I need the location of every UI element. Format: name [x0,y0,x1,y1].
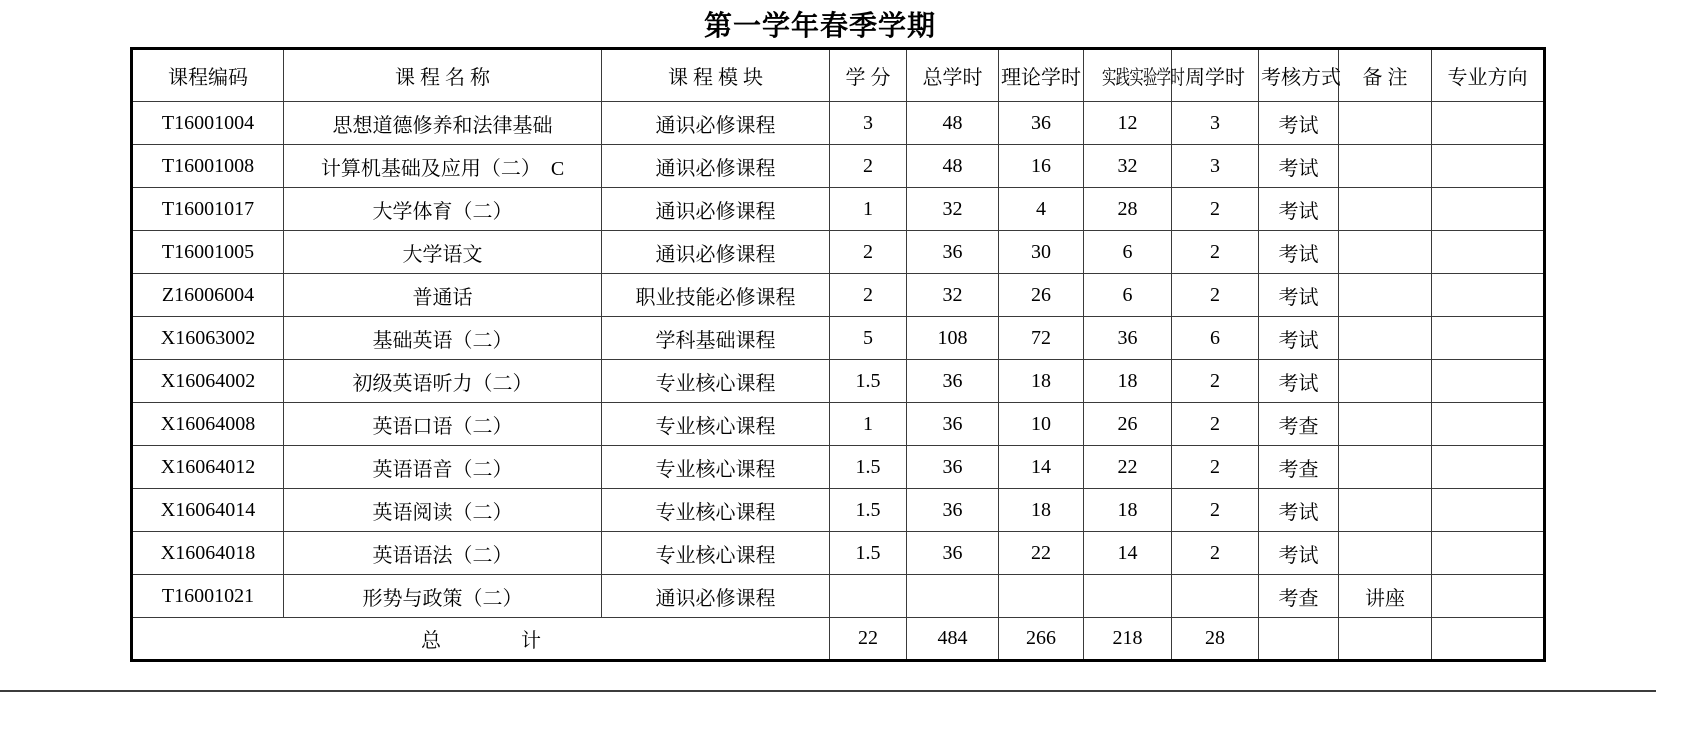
course-practice-hours: 18 [1084,489,1172,532]
header-course-code: 课程编码 [132,49,284,102]
course-theory-hours: 30 [999,231,1084,274]
course-credits: 2 [830,145,907,188]
course-weekly-hours: 2 [1172,532,1259,575]
course-row [132,188,1545,231]
course-row [132,360,1545,403]
course-theory-hours: 16 [999,145,1084,188]
course-practice-hours: 14 [1084,532,1172,575]
course-row [132,575,1545,618]
course-weekly-hours: 6 [1172,317,1259,360]
course-remark [1339,145,1432,188]
course-name: 形势与政策（二） [284,575,602,618]
course-remark [1339,102,1432,145]
header-total-hours: 总学时 [907,49,999,102]
course-row [132,317,1545,360]
header-course-module: 课 程 模 块 [602,49,830,102]
header-remark: 备 注 [1339,49,1432,102]
course-module: 通识必修课程 [602,231,830,274]
course-credits: 5 [830,317,907,360]
course-theory-hours: 14 [999,446,1084,489]
course-name: 初级英语听力（二） [284,360,602,403]
course-row [132,102,1545,145]
course-direction [1432,532,1545,575]
course-credits: 1.5 [830,532,907,575]
total-remark [1339,618,1432,661]
course-weekly-hours: 2 [1172,403,1259,446]
course-total-hours: 108 [907,317,999,360]
course-practice-hours: 6 [1084,231,1172,274]
course-code: T16001004 [132,102,284,145]
total-weekly-hours: 28 [1172,618,1259,661]
course-module: 学科基础课程 [602,317,830,360]
course-code: X16064002 [132,360,284,403]
course-total-hours: 36 [907,403,999,446]
course-total-hours: 36 [907,532,999,575]
course-assessment: 考试 [1259,231,1339,274]
course-direction [1432,188,1545,231]
course-assessment: 考查 [1259,575,1339,618]
course-weekly-hours: 2 [1172,446,1259,489]
course-weekly-hours: 2 [1172,231,1259,274]
total-practice-hours: 218 [1084,618,1172,661]
course-theory-hours: 22 [999,532,1084,575]
course-assessment: 考试 [1259,317,1339,360]
page-title: 第一学年春季学期 [703,11,936,42]
course-practice-hours: 26 [1084,403,1172,446]
course-code: X16064012 [132,446,284,489]
total-credits: 22 [830,618,907,661]
course-total-hours: 36 [907,360,999,403]
course-direction [1432,231,1545,274]
course-code: Z16006004 [132,274,284,317]
course-name: 大学体育（二） [284,188,602,231]
course-weekly-hours: 2 [1172,274,1259,317]
header-practice-hours [1084,49,1185,102]
course-module: 通识必修课程 [602,575,830,618]
course-assessment: 考试 [1259,145,1339,188]
course-credits: 1.5 [830,360,907,403]
course-weekly-hours: 3 [1172,102,1259,145]
header-practice-hours-label: 实践实验学时 [1101,67,1185,89]
course-theory-hours: 10 [999,403,1084,446]
course-row [132,446,1545,489]
course-assessment: 考试 [1259,102,1339,145]
course-assessment: 考试 [1259,532,1339,575]
course-row [132,489,1545,532]
course-remark: 讲座 [1339,575,1432,618]
course-code: T16001021 [132,575,284,618]
course-name: 英语口语（二） [284,403,602,446]
course-total-hours: 36 [907,231,999,274]
course-code: X16064018 [132,532,284,575]
course-credits: 3 [830,102,907,145]
course-credits [830,575,907,618]
course-practice-hours: 22 [1084,446,1172,489]
course-direction [1432,575,1545,618]
total-label: 总 计 [132,618,830,661]
course-name: 英语语音（二） [284,446,602,489]
course-theory-hours: 26 [999,274,1084,317]
course-direction [1432,446,1545,489]
course-code: X16064008 [132,403,284,446]
course-total-hours: 36 [907,446,999,489]
course-credits: 1.5 [830,446,907,489]
course-remark [1339,446,1432,489]
course-code: T16001008 [132,145,284,188]
course-module: 通识必修课程 [602,102,830,145]
header-credits: 学 分 [830,49,907,102]
course-module: 专业核心课程 [602,532,830,575]
course-practice-hours: 18 [1084,360,1172,403]
course-code: X16063002 [132,317,284,360]
course-direction [1432,360,1545,403]
course-name: 思想道德修养和法律基础 [284,102,602,145]
course-name: 基础英语（二） [284,317,602,360]
course-theory-hours: 18 [999,489,1084,532]
course-practice-hours: 36 [1084,317,1172,360]
course-total-hours: 32 [907,188,999,231]
course-assessment: 考试 [1259,489,1339,532]
course-row [132,532,1545,575]
course-module: 专业核心课程 [602,360,830,403]
total-total-hours: 484 [907,618,999,661]
course-direction [1432,489,1545,532]
total-theory-hours: 266 [999,618,1084,661]
course-module: 职业技能必修课程 [602,274,830,317]
course-remark [1339,231,1432,274]
course-theory-hours [999,575,1084,618]
header-row [132,49,1545,102]
header-weekly-hours: 周学时 [1172,49,1259,102]
course-assessment: 考查 [1259,403,1339,446]
course-total-hours [907,575,999,618]
total-direction [1432,618,1545,661]
course-module: 专业核心课程 [602,489,830,532]
course-credits: 1 [830,403,907,446]
course-theory-hours: 4 [999,188,1084,231]
course-remark [1339,317,1432,360]
course-practice-hours [1084,575,1172,618]
course-code: T16001005 [132,231,284,274]
header-major-direction: 专业方向 [1432,49,1545,102]
header-theory-hours: 理论学时 [999,49,1084,102]
course-total-hours: 48 [907,102,999,145]
course-name: 大学语文 [284,231,602,274]
course-weekly-hours: 2 [1172,360,1259,403]
course-practice-hours: 28 [1084,188,1172,231]
course-credits: 1 [830,188,907,231]
header-course-name: 课 程 名 称 [284,49,602,102]
course-weekly-hours: 3 [1172,145,1259,188]
course-weekly-hours: 2 [1172,489,1259,532]
course-module: 专业核心课程 [602,446,830,489]
course-remark [1339,532,1432,575]
course-total-hours: 48 [907,145,999,188]
course-total-hours: 36 [907,489,999,532]
course-direction [1432,274,1545,317]
course-remark [1339,489,1432,532]
course-assessment: 考试 [1259,274,1339,317]
course-table [130,47,1546,662]
course-name: 计算机基础及应用（二） C [284,145,602,188]
course-name: 英语阅读（二） [284,489,602,532]
course-direction [1432,102,1545,145]
course-direction [1432,317,1545,360]
course-theory-hours: 18 [999,360,1084,403]
page-bottom-edge [0,690,1656,692]
course-module: 专业核心课程 [602,403,830,446]
course-practice-hours: 32 [1084,145,1172,188]
course-direction [1432,145,1545,188]
course-row [132,231,1545,274]
course-row [132,145,1545,188]
course-assessment: 考试 [1259,188,1339,231]
header-assessment: 考核方式 [1259,49,1339,102]
course-theory-hours: 72 [999,317,1084,360]
course-assessment: 考查 [1259,446,1339,489]
course-module: 通识必修课程 [602,188,830,231]
course-row [132,274,1545,317]
course-remark [1339,403,1432,446]
course-total-hours: 32 [907,274,999,317]
course-credits: 1.5 [830,489,907,532]
course-practice-hours: 12 [1084,102,1172,145]
course-code: T16001017 [132,188,284,231]
total-assessment [1259,618,1339,661]
course-code: X16064014 [132,489,284,532]
course-row [132,403,1545,446]
course-direction [1432,403,1545,446]
course-weekly-hours [1172,575,1259,618]
course-remark [1339,274,1432,317]
course-table-body [132,102,1545,618]
course-credits: 2 [830,274,907,317]
course-theory-hours: 36 [999,102,1084,145]
course-remark [1339,360,1432,403]
course-assessment: 考试 [1259,360,1339,403]
course-weekly-hours: 2 [1172,188,1259,231]
course-name: 英语语法（二） [284,532,602,575]
course-practice-hours: 6 [1084,274,1172,317]
course-name: 普通话 [284,274,602,317]
course-credits: 2 [830,231,907,274]
total-row [132,618,1545,661]
course-remark [1339,188,1432,231]
course-module: 通识必修课程 [602,145,830,188]
